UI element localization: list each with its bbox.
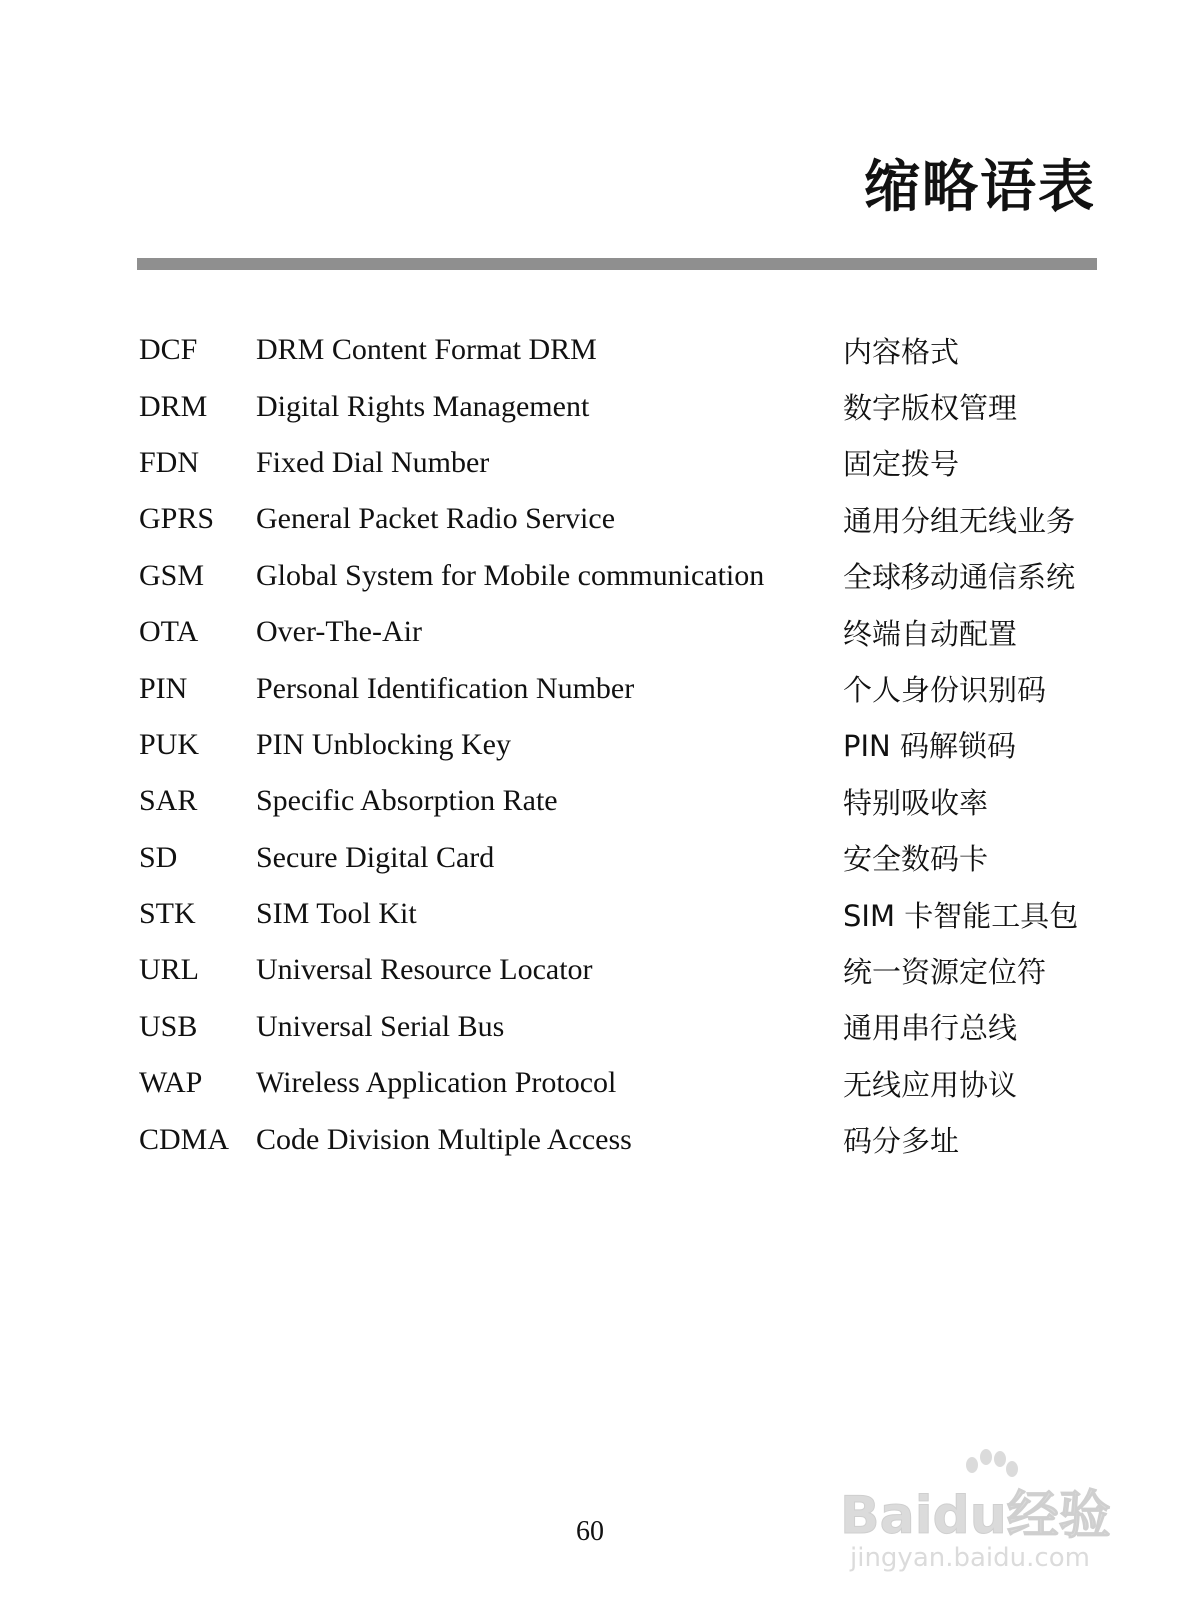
abbreviation: WAP (139, 1066, 203, 1100)
english-term: Universal Resource Locator (256, 953, 593, 987)
chinese-term: 终端自动配置 (843, 616, 1018, 651)
english-term: Fixed Dial Number (256, 445, 490, 479)
table-row (139, 548, 1109, 604)
english-term: General Packet Radio Service (256, 502, 616, 536)
table-row (139, 830, 1109, 886)
table-row (139, 491, 1109, 547)
english-term: Personal Identification Number (256, 671, 635, 705)
abbreviation: STK (139, 897, 196, 931)
chinese-term: 数字版权管理 (843, 391, 1018, 426)
watermark-url: jingyan.baidu.com (850, 1543, 1090, 1573)
table-row (139, 1111, 1109, 1167)
table-row (139, 942, 1109, 998)
chinese-term: PIN 码解锁码 (843, 729, 1016, 764)
english-term: PIN Unblocking Key (256, 727, 511, 761)
page-title: 缩略语表 (864, 155, 1096, 220)
chinese-term: 固定拨号 (843, 447, 960, 482)
table-row (139, 378, 1109, 434)
abbreviation: OTA (139, 615, 199, 649)
english-term: Over-The-Air (256, 615, 422, 649)
abbreviation: GPRS (139, 502, 215, 536)
english-term: Wireless Application Protocol (256, 1066, 617, 1100)
watermark-logo: Baidu经验 (840, 1486, 1111, 1546)
abbreviation: PUK (139, 727, 200, 761)
chinese-term: SIM 卡智能工具包 (843, 898, 1079, 933)
chinese-term: 个人身份识别码 (843, 673, 1047, 708)
chinese-term: 无线应用协议 (843, 1067, 1018, 1102)
abbreviation: PIN (139, 671, 188, 705)
page-number: 60 (576, 1516, 604, 1547)
abbreviation: DRM (139, 389, 208, 423)
abbreviation-table (139, 322, 1109, 1168)
english-term: Code Division Multiple Access (256, 1122, 632, 1156)
table-row (139, 604, 1109, 660)
abbreviation: DCF (139, 333, 198, 367)
english-term: DRM Content Format DRM (256, 333, 597, 367)
abbreviation: GSM (139, 558, 205, 592)
abbreviation: USB (139, 1009, 198, 1043)
english-term: Specific Absorption Rate (256, 784, 558, 818)
table-row (139, 1055, 1109, 1111)
abbreviation: FDN (139, 445, 200, 479)
chinese-term: 统一资源定位符 (843, 954, 1047, 989)
table-row (139, 322, 1109, 378)
chinese-term: 通用分组无线业务 (843, 503, 1076, 538)
abbreviation: SAR (139, 784, 198, 818)
chinese-term: 内容格式 (843, 334, 960, 369)
english-term: Secure Digital Card (256, 840, 495, 874)
english-term: Global System for Mobile communication (256, 558, 765, 592)
english-term: Universal Serial Bus (256, 1009, 505, 1043)
english-term: Digital Rights Management (256, 389, 590, 423)
abbreviation: SD (139, 840, 178, 874)
chinese-term: 全球移动通信系统 (843, 560, 1076, 595)
table-row (139, 999, 1109, 1055)
chinese-term: 码分多址 (843, 1124, 960, 1159)
abbreviation: CDMA (139, 1122, 230, 1156)
chinese-term: 通用串行总线 (843, 1011, 1018, 1046)
abbreviation: URL (139, 953, 199, 987)
table-row (139, 435, 1109, 491)
chinese-term: 特别吸收率 (843, 785, 989, 820)
chinese-term: 安全数码卡 (843, 842, 989, 877)
table-row (139, 773, 1109, 829)
table-row (139, 886, 1109, 942)
title-rule-divider (137, 258, 1097, 270)
baidu-watermark (840, 1455, 1130, 1585)
table-row (139, 660, 1109, 716)
english-term: SIM Tool Kit (256, 897, 417, 931)
table-row (139, 717, 1109, 773)
